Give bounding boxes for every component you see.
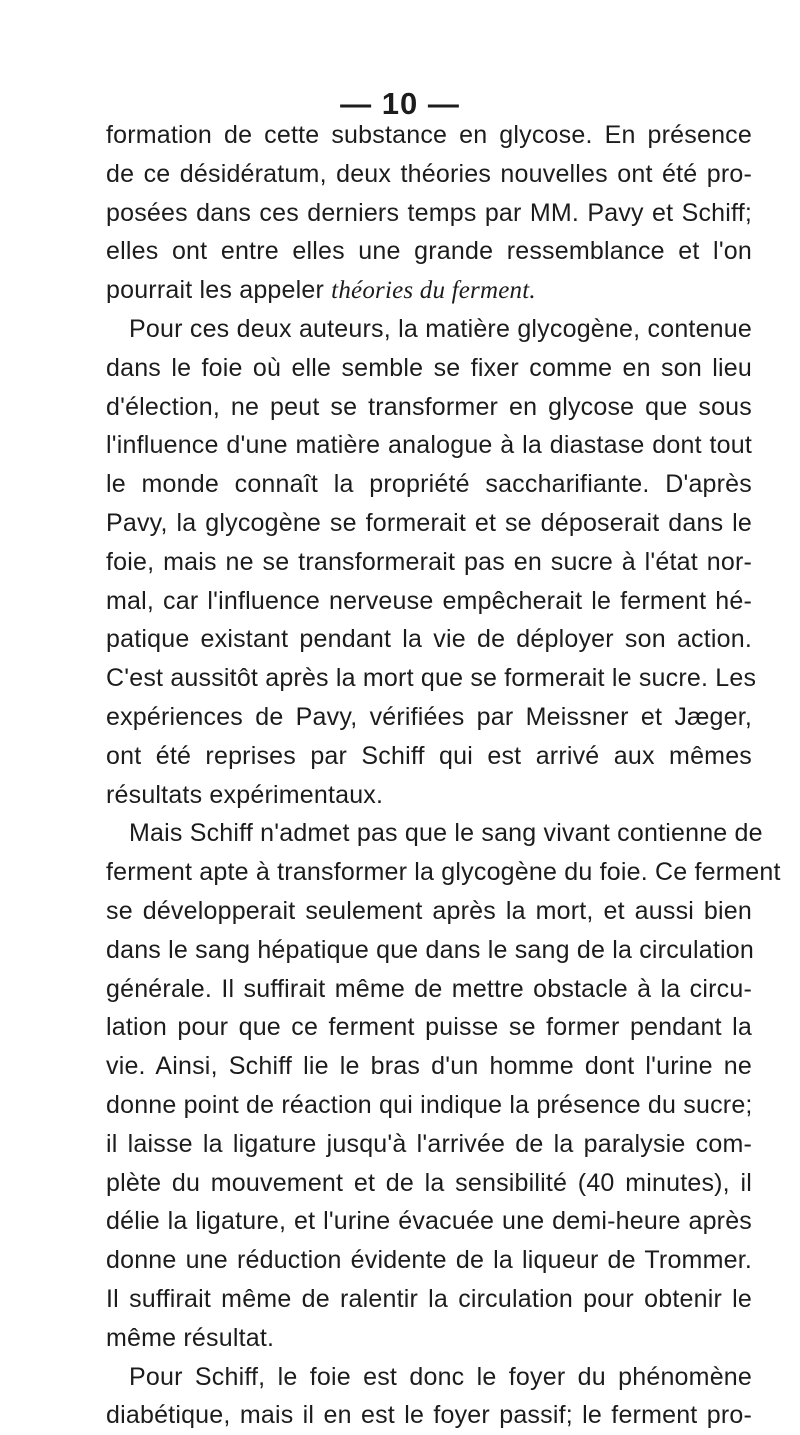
- paragraph-3: [106, 814, 752, 1357]
- text-line: lation pour que ce ferment puisse se former pendant la: [106, 1008, 752, 1047]
- text-line: foie, mais ne se transformerait pas en sucre à l'état nor-: [106, 543, 752, 582]
- text-line: ferment apte à transformer la glycogène du foie. Ce ferment: [106, 853, 752, 892]
- text-line: patique existant pendant la vie de déployer son action.: [106, 620, 752, 659]
- text-line: expériences de Pavy, vérifiées par Meissner et Jæger,: [106, 698, 752, 737]
- text-line: donne point de réaction qui indique la présence du sucre;: [106, 1086, 752, 1125]
- text-line: délie la ligature, et l'urine évacuée une demi-heure après: [106, 1202, 752, 1241]
- text-line: de ce désidératum, deux théories nouvelles ont été pro-: [106, 155, 752, 194]
- text-line: d'élection, ne peut se transformer en glycose que sous: [106, 388, 752, 427]
- text-line: dans le sang hépatique que dans le sang de la circulation: [106, 931, 752, 970]
- text-line: l'influence d'une matière analogue à la diastase dont tout: [106, 426, 752, 465]
- body-text: [106, 116, 752, 1435]
- text-line: posées dans ces derniers temps par MM. Pavy et Schiff;: [106, 194, 752, 233]
- text-line: il laisse la ligature jusqu'à l'arrivée de la paralysie com-: [106, 1125, 752, 1164]
- text-line: ont été reprises par Schiff qui est arrivé aux mêmes: [106, 737, 752, 776]
- text-line: Pour ces deux auteurs, la matière glycogène, contenue: [106, 310, 752, 349]
- text-line: Il suffirait même de ralentir la circulation pour obtenir le: [106, 1280, 752, 1319]
- text-line: plète du mouvement et de la sensibilité (40 minutes), il: [106, 1164, 752, 1203]
- paragraph-4: [106, 1358, 752, 1435]
- text-line: vie. Ainsi, Schiff lie le bras d'un homme dont l'urine ne: [106, 1047, 752, 1086]
- text-line: mal, car l'influence nerveuse empêcherait le ferment hé-: [106, 582, 752, 621]
- text-line: Mais Schiff n'admet pas que le sang vivant contienne de: [106, 814, 752, 853]
- text-line: C'est aussitôt après la mort que se formerait le sucre. Les: [106, 659, 752, 698]
- text-segment: pourrait les appeler: [106, 276, 331, 304]
- text-line: diabétique, mais il en est le foyer passif; le ferment pro-: [106, 1396, 752, 1435]
- text-line: Pavy, la glycogène se formerait et se déposerait dans le: [106, 504, 752, 543]
- text-line: formation de cette substance en glycose. En présence: [106, 116, 752, 155]
- text-line: donne une réduction évidente de la liqueur de Trommer.: [106, 1241, 752, 1280]
- paragraph-2: [106, 310, 752, 814]
- text-line: le monde connaît la propriété saccharifiante. D'après: [106, 465, 752, 504]
- text-line: [106, 271, 752, 310]
- text-line: même résultat.: [106, 1319, 752, 1358]
- page-number: — 10 —: [0, 86, 800, 122]
- text-line: elles ont entre elles une grande ressemblance et l'on: [106, 232, 752, 271]
- text-line: Pour Schiff, le foie est donc le foyer du phénomène: [106, 1358, 752, 1397]
- text-line: générale. Il suffirait même de mettre obstacle à la circu-: [106, 970, 752, 1009]
- text-line: résultats expérimentaux.: [106, 776, 752, 815]
- text-line: dans le foie où elle semble se fixer comme en son lieu: [106, 349, 752, 388]
- paragraph-1: [106, 116, 752, 310]
- text-line: se développerait seulement après la mort, et aussi bien: [106, 892, 752, 931]
- italic-term: théories du ferment.: [331, 277, 536, 304]
